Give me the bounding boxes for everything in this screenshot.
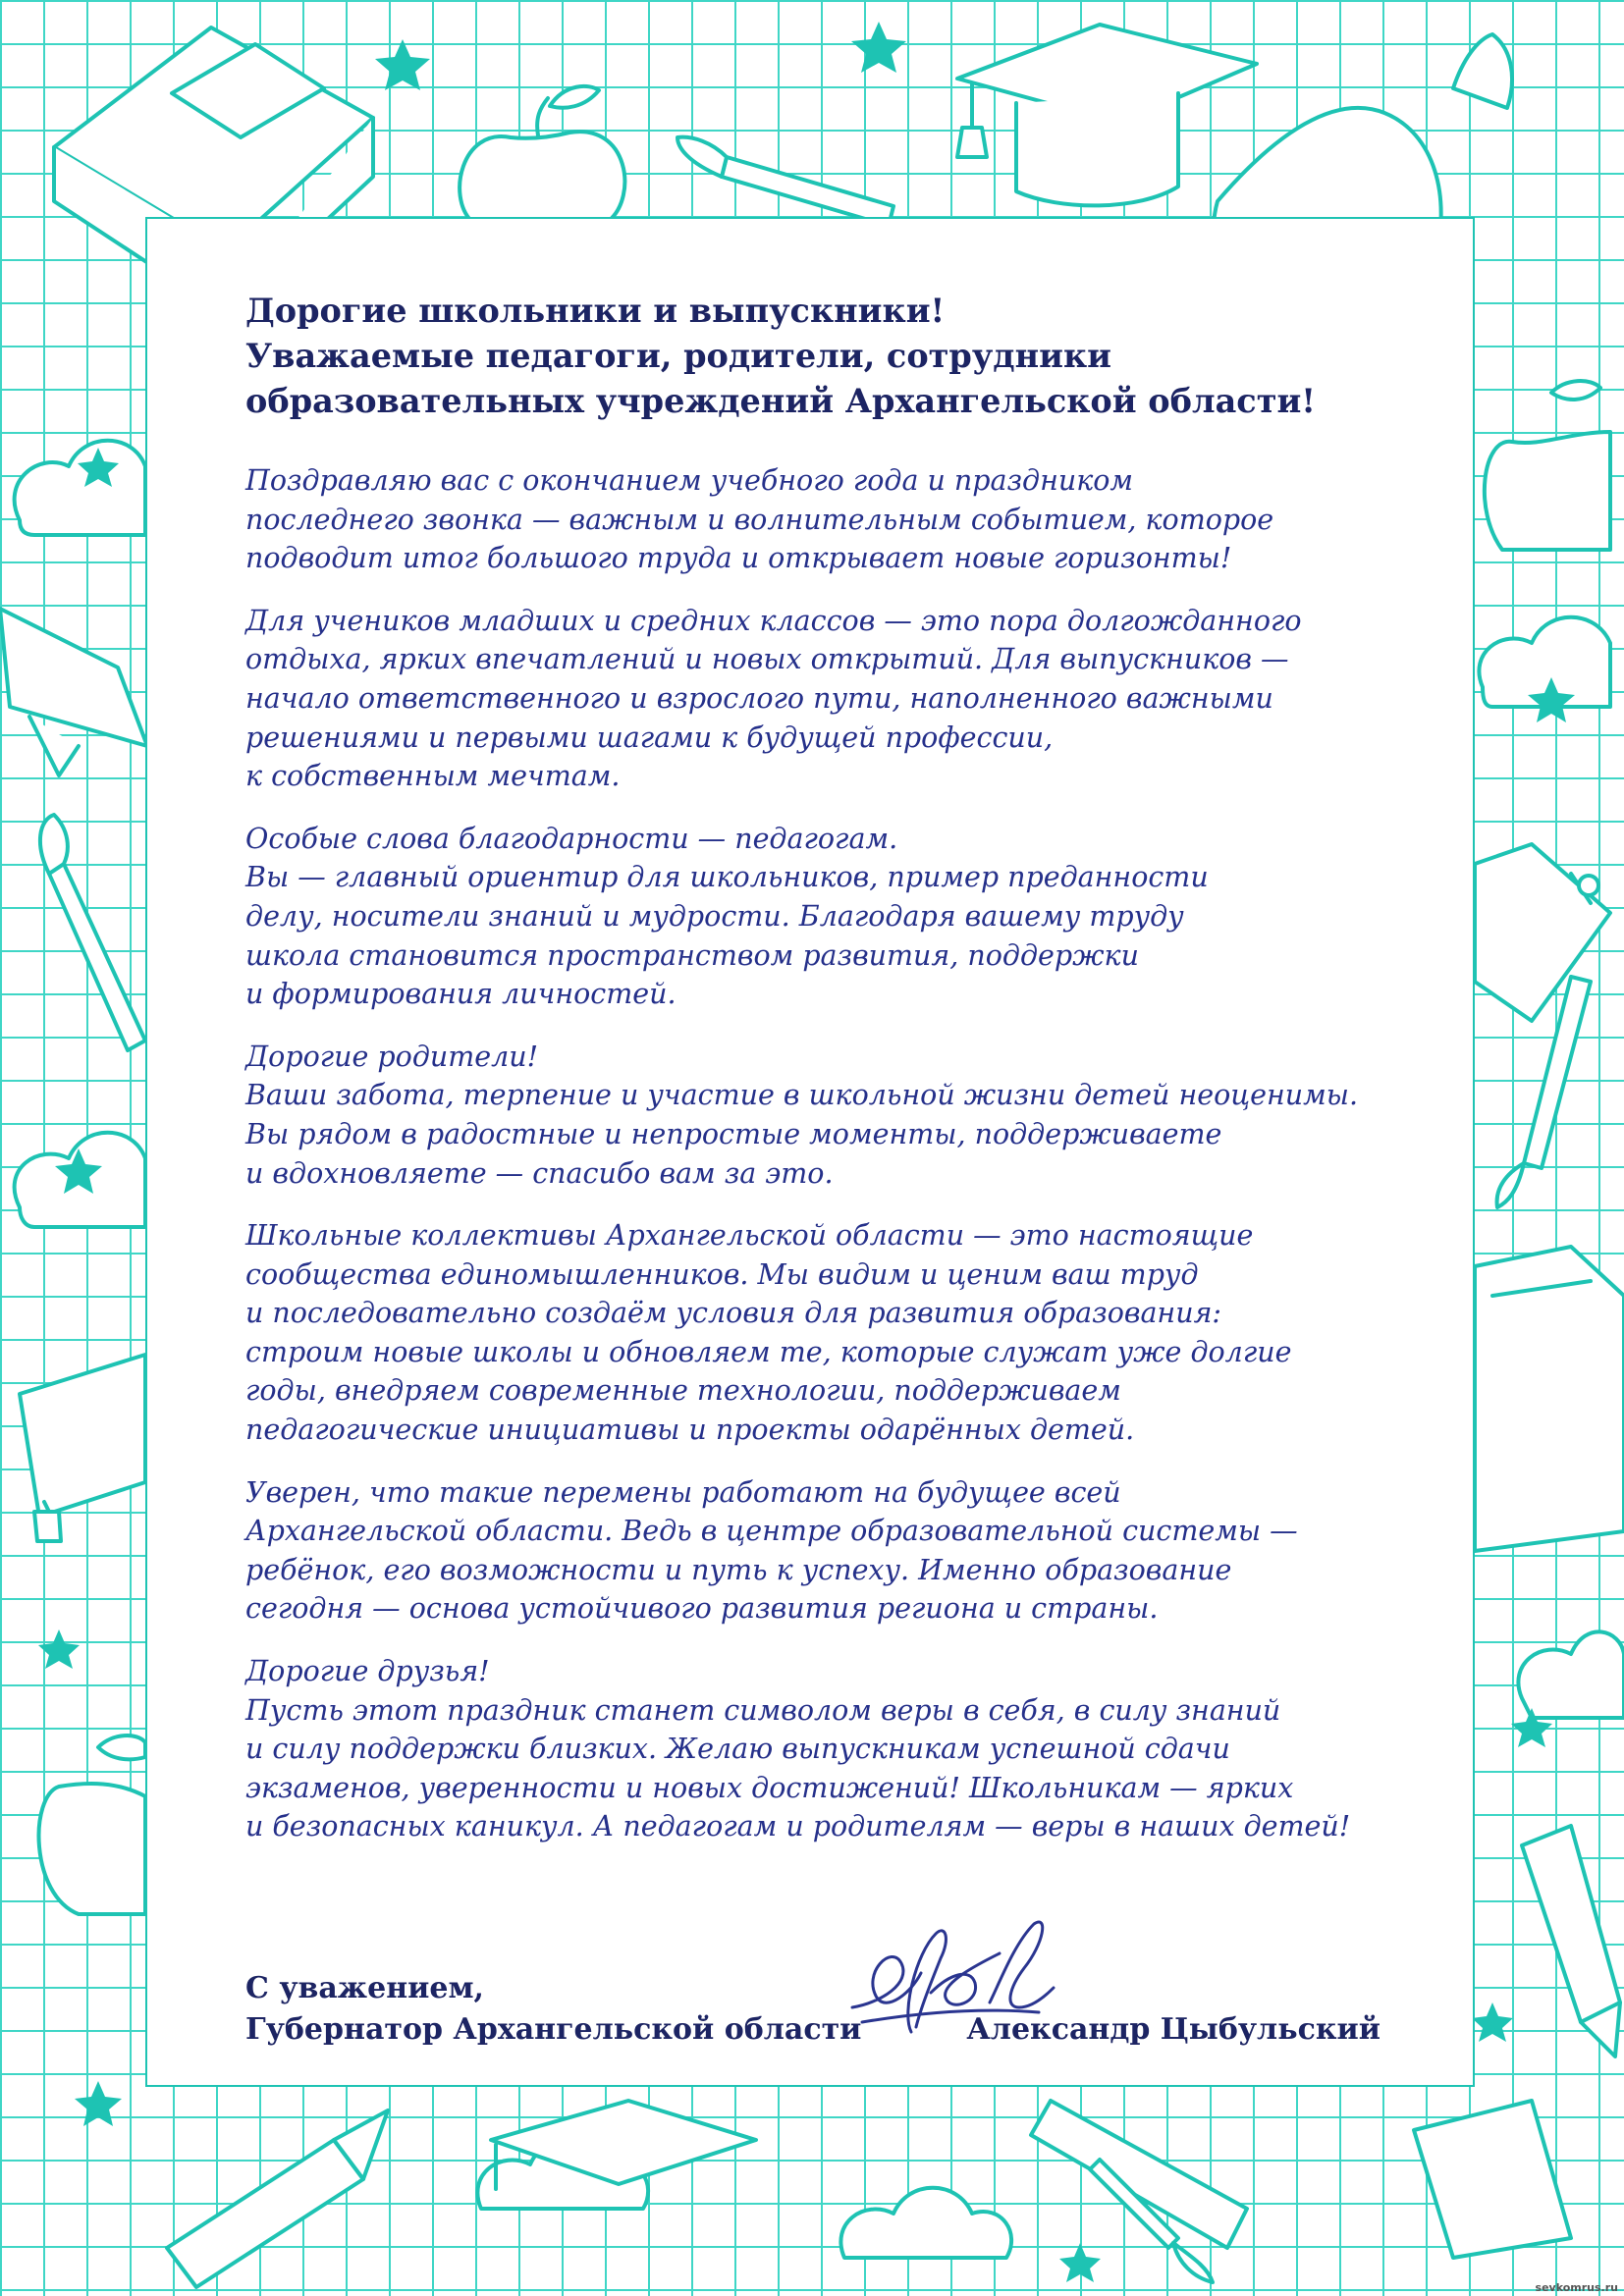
signer-name: Александр Цыбульский — [966, 2012, 1380, 2047]
text-line: сообщества единомышленников. Мы видим и ценим ваш труд — [245, 1257, 1199, 1291]
text-line: сегодня — основа устойчивого развития региона и страны. — [245, 1592, 1159, 1626]
paragraph-school-collectives — [245, 1216, 1424, 1450]
text-line: и безопасных каникул. А педагогам и родителям — веры в наших детей! — [245, 1810, 1351, 1843]
text-line: годы, внедряем современные технологии, поддерживаем — [245, 1374, 1121, 1408]
paragraph-parents — [245, 1038, 1424, 1193]
text-line: и силу поддержки близких. Желаю выпускникам успешной сдачи — [245, 1733, 1230, 1766]
text-line: и формирования личностей. — [245, 978, 677, 1011]
star-icon — [1059, 2243, 1101, 2282]
text-line: Вы — главный ориентир для школьников, пример преданности — [245, 861, 1209, 894]
text-line: экзаменов, уверенности и новых достижений! Школьникам — ярких — [245, 1771, 1294, 1804]
cloud-icon — [1518, 1631, 1624, 1718]
text-line: последнего звонка — важным и волнительным событием, которое — [245, 503, 1274, 536]
pencil-icon — [167, 2110, 388, 2287]
text-line: подводит итог большого труда и открывает новые горизонты! — [245, 542, 1232, 575]
text-line: Особые слова благодарности — педагогам. — [245, 822, 898, 855]
paragraph-students — [245, 602, 1424, 796]
text-line: строим новые школы и обновляем те, которые служат уже долгие — [245, 1335, 1292, 1368]
text-line: Для учеников младших и средних классов — это пора долгожданного — [245, 604, 1302, 637]
pencil-icon — [1522, 1826, 1620, 2056]
text-line: Дорогие родители! — [245, 1040, 539, 1073]
closing-greeting: С уважением, — [245, 1971, 484, 2005]
text-line: и последовательно создаём условия для развития образования: — [245, 1297, 1222, 1330]
letter-heading — [245, 289, 1375, 424]
text-line: решениями и первыми шагами к будущей профессии, — [245, 721, 1054, 754]
scroll-icon — [0, 609, 147, 775]
paragraph-friends — [245, 1652, 1424, 1846]
paragraph-congratulations — [245, 461, 1424, 578]
closing-block — [245, 1968, 861, 2051]
text-line: школа становится пространством развития, поддержки — [245, 938, 1139, 972]
text-line: Пусть этот праздник станет символом веры в себя, в силу знаний — [245, 1693, 1281, 1727]
cloud-icon — [840, 2188, 1011, 2258]
paintbrush-icon — [40, 815, 145, 1050]
signer-title: Губернатор Архангельской области — [245, 2012, 862, 2047]
text-line: делу, носители знаний и мудрости. Благодаря вашему труду — [245, 899, 1184, 933]
text-line: Поздравляю вас с окончанием учебного года и праздником — [245, 464, 1134, 497]
book-icon — [1475, 844, 1610, 1021]
paintbrush-icon — [1497, 977, 1591, 1207]
watermark: sevkomrus.ru — [1535, 2281, 1618, 2294]
heading-line: Уважаемые педагоги, родители, сотрудники — [245, 337, 1112, 375]
text-line: и вдохновляете — спасибо вам за это. — [245, 1156, 834, 1190]
heading-line: Дорогие школьники и выпускники! — [245, 292, 946, 330]
text-line: педагогические инициативы и проекты одарённых детей. — [245, 1414, 1135, 1447]
text-line: отдыха, ярких впечатлений и новых открытий. Для выпускников — — [245, 643, 1289, 676]
cloud-icon — [15, 441, 145, 535]
text-line: Уверен, что такие перемены работают на будущее всей — [245, 1475, 1121, 1509]
paragraph-future — [245, 1473, 1424, 1629]
text-line: Школьные коллективы Архангельской области — это настоящие — [245, 1219, 1254, 1253]
text-line: начало ответственного и взрослого пути, наполненного важными — [245, 681, 1273, 715]
star-icon — [375, 39, 430, 90]
text-line: Дорогие друзья! — [245, 1655, 490, 1688]
text-line: Вы рядом в радостные и непростые моменты, поддерживаете — [245, 1117, 1222, 1150]
text-line: ребёнок, его возможности и путь к успеху. Именно образование — [245, 1553, 1232, 1586]
apple-icon — [39, 1735, 145, 1914]
heading-line: образовательных учреждений Архангельской области! — [245, 382, 1317, 420]
text-line: к собственным мечтам. — [245, 760, 621, 793]
star-icon — [1472, 2002, 1513, 2042]
graduation-cap-icon — [20, 1355, 145, 1541]
apple-icon — [460, 86, 624, 221]
paintbrush-icon — [677, 137, 893, 226]
book-icon — [1475, 1247, 1624, 1551]
star-icon — [851, 22, 906, 73]
letter-body — [245, 461, 1424, 1870]
star-icon — [75, 2081, 122, 2126]
graduation-cap-icon — [957, 25, 1257, 205]
star-icon — [38, 1629, 80, 1669]
paragraph-teachers — [245, 820, 1424, 1014]
text-line: Архангельской области. Ведь в центре образовательной системы — — [245, 1515, 1298, 1548]
apple-icon — [1485, 381, 1610, 550]
text-line: Ваши забота, терпение и участие в школьной жизни детей неоценимы. — [245, 1079, 1359, 1112]
